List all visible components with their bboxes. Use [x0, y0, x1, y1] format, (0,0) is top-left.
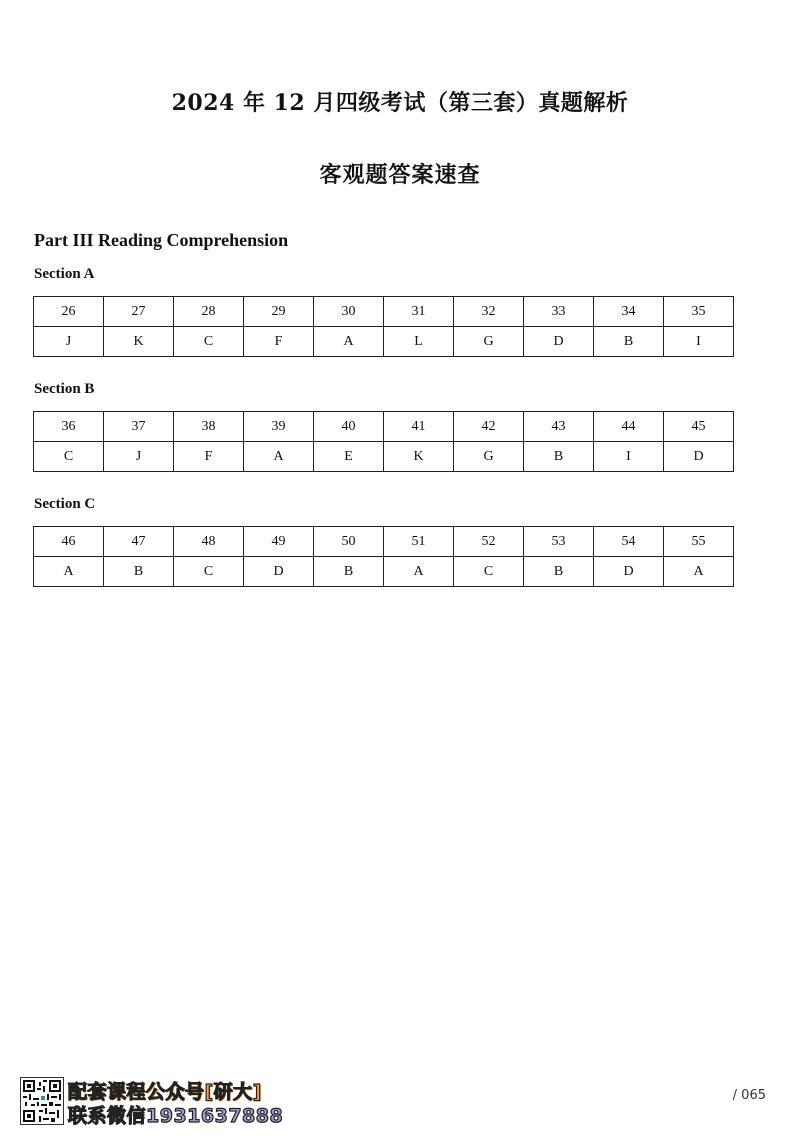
question-number-cell: 33 — [524, 297, 594, 327]
answer-cell: A — [244, 442, 314, 472]
answer-cell: C — [454, 557, 524, 587]
footer-promo — [20, 1077, 320, 1125]
question-number-cell: 54 — [594, 527, 664, 557]
answer-cell: B — [594, 327, 664, 357]
answer-cell: D — [524, 327, 594, 357]
answer-cell: K — [384, 442, 454, 472]
question-number-cell: 36 — [34, 412, 104, 442]
question-number-cell: 31 — [384, 297, 454, 327]
answer-cell: B — [314, 557, 384, 587]
answer-cell: I — [594, 442, 664, 472]
question-number-cell: 27 — [104, 297, 174, 327]
answer-cell: L — [384, 327, 454, 357]
question-number-cell: 30 — [314, 297, 384, 327]
document-title: 2024 年 12 月四级考试（第三套）真题解析 — [171, 90, 629, 116]
question-number-cell: 28 — [174, 297, 244, 327]
section-a-answer-table — [33, 296, 734, 357]
question-number-cell: 42 — [454, 412, 524, 442]
section-c-answer-table — [33, 526, 734, 587]
section-a-label: Section A — [34, 266, 95, 282]
answer-cell: F — [244, 327, 314, 357]
question-number-row — [34, 412, 734, 442]
question-number-cell: 38 — [174, 412, 244, 442]
question-number-cell: 41 — [384, 412, 454, 442]
answer-cell: C — [34, 442, 104, 472]
question-number-cell: 47 — [104, 527, 174, 557]
answer-cell: B — [524, 557, 594, 587]
answer-cell: A — [384, 557, 454, 587]
answer-cell: C — [174, 557, 244, 587]
answer-cell: F — [174, 442, 244, 472]
section-b-label: Section B — [34, 381, 95, 397]
answer-cell: B — [524, 442, 594, 472]
answer-cell: B — [104, 557, 174, 587]
question-number-row — [34, 527, 734, 557]
answer-cell: A — [664, 557, 734, 587]
question-number-row — [34, 297, 734, 327]
promo-line-contact: 联系微信1931637888 — [68, 1105, 284, 1127]
question-number-cell: 52 — [454, 527, 524, 557]
question-number-cell: 45 — [664, 412, 734, 442]
answer-cell: D — [594, 557, 664, 587]
question-number-cell: 29 — [244, 297, 314, 327]
question-number-cell: 44 — [594, 412, 664, 442]
question-number-cell: 49 — [244, 527, 314, 557]
page-number: / 065 — [732, 1088, 766, 1103]
answer-cell: D — [244, 557, 314, 587]
section-c-label: Section C — [34, 496, 96, 512]
promo-line-course: 配套课程公众号[研大] — [68, 1081, 262, 1103]
answer-cell: A — [314, 327, 384, 357]
question-number-cell: 48 — [174, 527, 244, 557]
question-number-cell: 34 — [594, 297, 664, 327]
answer-cell: K — [104, 327, 174, 357]
answer-cell: D — [664, 442, 734, 472]
question-number-cell: 26 — [34, 297, 104, 327]
document-subtitle: 客观题答案速查 — [319, 162, 481, 188]
question-number-cell: 53 — [524, 527, 594, 557]
answer-cell: G — [454, 327, 524, 357]
question-number-cell: 50 — [314, 527, 384, 557]
question-number-cell: 55 — [664, 527, 734, 557]
question-number-cell: 35 — [664, 297, 734, 327]
section-b-answer-table — [33, 411, 734, 472]
answer-row — [34, 327, 734, 357]
part-heading: Part III Reading Comprehension — [34, 230, 289, 250]
answer-cell: J — [34, 327, 104, 357]
question-number-cell: 43 — [524, 412, 594, 442]
qr-code-icon — [20, 1077, 64, 1125]
answer-row — [34, 557, 734, 587]
answer-cell: C — [174, 327, 244, 357]
answer-cell: I — [664, 327, 734, 357]
question-number-cell: 40 — [314, 412, 384, 442]
answer-cell: G — [454, 442, 524, 472]
answer-row — [34, 442, 734, 472]
answer-cell: A — [34, 557, 104, 587]
question-number-cell: 51 — [384, 527, 454, 557]
question-number-cell: 37 — [104, 412, 174, 442]
question-number-cell: 32 — [454, 297, 524, 327]
question-number-cell: 46 — [34, 527, 104, 557]
answer-cell: J — [104, 442, 174, 472]
answer-cell: E — [314, 442, 384, 472]
question-number-cell: 39 — [244, 412, 314, 442]
